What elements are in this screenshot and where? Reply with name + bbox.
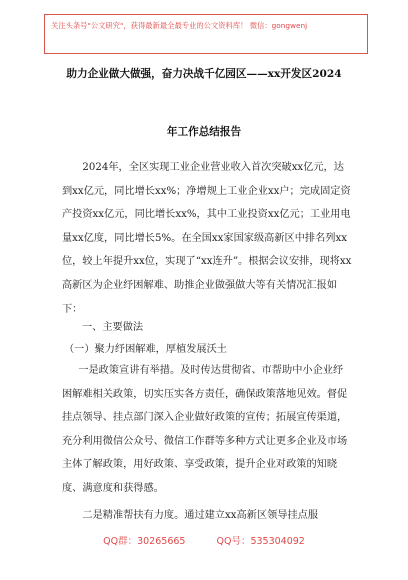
- qq-group-text: QQ群：30265665: [103, 536, 186, 547]
- document-title-line-1: 助力企业做大做强，奋力决战千亿园区——xx开发区2024: [66, 68, 342, 80]
- qq-number-text: QQ号：535304092: [216, 536, 305, 547]
- promo-banner-text: 关注头条号"公文研究"，获得最新最全最专业的公文资料库！ 微信：gongwenj: [51, 21, 308, 30]
- body-paragraph-3: 二是精准帮扶有力度。通过建立xx高新区领导挂点服: [82, 510, 319, 521]
- body-paragraph-2: 一是政策宣讲有举措。及时传达贯彻省、市帮助中小企业纾困解难相关政策，切实压实各方责任，确保政策落地见效。督促挂点领导、挂点部门深入企业做好政策的宣传；拓展宣传渠道，充分利用微信公众号、微信工作群等多种方式让更多企业及市场主体了解政策，用好政策、享受政策，提升企业对政策的知晓度、满意度和获得感。: [62, 365, 348, 494]
- contact-footer: [0, 533, 408, 547]
- body-paragraph-1: 2024年，全区实现工业企业营业收入首次突破xx亿元，达到xx亿元，同比增长xx%；净增规上工业企业xx户；完成固定资产投资xx亿元，同比增长xx%，其中工业投资xx亿元；工业用电量xx亿度，同比增长5%。在全国xx家国家级高新区中排名列xx位，较上年提升xx位，实现了“xx连升”。根据会议安排，现将xx高新区为企业纾困解难、助推企业做强做大等有关情况汇报如下：: [62, 162, 352, 315]
- promo-banner: [44, 14, 368, 54]
- document-title-line-2: 年工作总结报告: [166, 126, 242, 138]
- subsection-heading-1: （一）聚力纾困解难，厚植发展沃土: [64, 344, 227, 355]
- section-heading-1: 一、主要做法: [82, 322, 144, 333]
